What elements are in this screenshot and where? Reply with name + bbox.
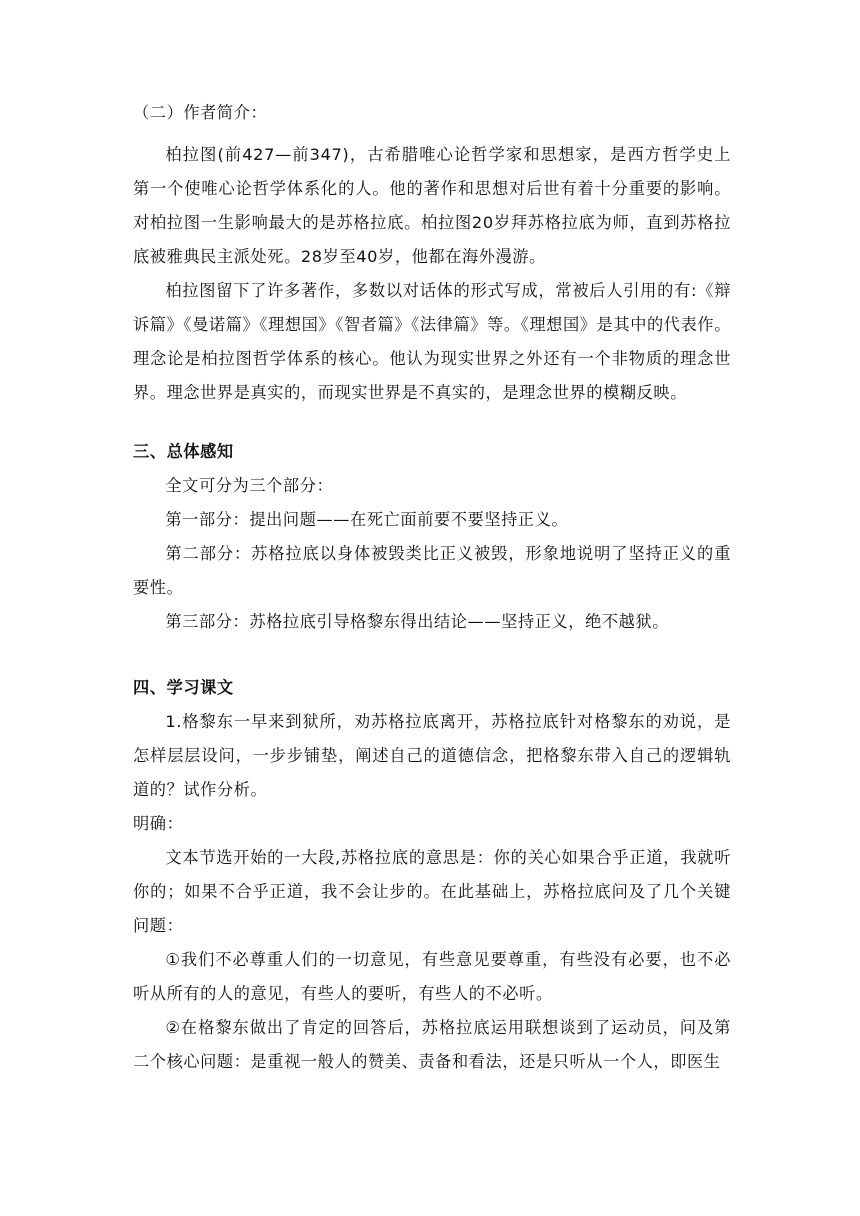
- document-page: [133, 96, 731, 1079]
- author-paragraph-1: 柏拉图(前427—前347)，古希腊唯心论哲学家和思想家，是西方哲学史上第一个使唯心论哲学体系化的人。他的著作和思想对后世有着十分重要的影响。对柏拉图一生影响最大的是苏格拉底。柏拉图20岁拜苏格拉底为师，直到苏格拉底被雅典民主派处死。28岁至40岁，他都在海外漫游。: [133, 145, 731, 266]
- answer-point-1: ①我们不必尊重人们的一切意见，有些意见要尊重，有些没有必要，也不必听从所有的人的意见，有些人的要听，有些人的不必听。: [133, 950, 731, 1003]
- overview-part-2: 第二部分：苏格拉底以身体被毁类比正义被毁，形象地说明了坚持正义的重要性。: [133, 544, 731, 597]
- author-section-heading: （二）作者简介：: [133, 103, 268, 122]
- study-section-heading: 四、学习课文: [133, 678, 234, 697]
- author-paragraph-2: 柏拉图留下了许多著作，多数以对话体的形式写成，常被后人引用的有:《辩诉篇》《曼诺篇》《理想国》《智者篇》《法律篇》等。《理想国》是其中的代表作。理念论是柏拉图哲学体系的核心。他认为现实世界之外还有一个非物质的理念世界。理念世界是真实的，而现实世界是不真实的，是理念世界的模糊反映。: [133, 281, 731, 402]
- answer-paragraph-1: 文本节选开始的一大段,苏格拉底的意思是：你的关心如果合乎正道，我就听你的；如果不合乎正道，我不会让步的。在此基础上，苏格拉底问及了几个关键问题：: [133, 848, 731, 935]
- overview-part-3: 第三部分：苏格拉底引导格黎东得出结论——坚持正义，绝不越狱。: [165, 612, 670, 631]
- answer-label: 明确：: [133, 814, 184, 833]
- overview-part-1: 第一部分：提出问题——在死亡面前要不要坚持正义。: [165, 510, 569, 529]
- study-question-1: 1.格黎东一早来到狱所，劝苏格拉底离开，苏格拉底针对格黎东的劝说，是怎样层层设问，一步步铺垫，阐述自己的道德信念，把格黎东带入自己的逻辑轨道的？试作分析。: [133, 712, 731, 799]
- overview-section-heading: 三、总体感知: [133, 442, 234, 461]
- answer-point-2: ②在格黎东做出了肯定的回答后，苏格拉底运用联想谈到了运动员，问及第二个核心问题：是重视一般人的赞美、责备和看法，还是只听从一个人，即医生: [133, 1018, 731, 1071]
- overview-intro: 全文可分为三个部分：: [165, 476, 334, 495]
